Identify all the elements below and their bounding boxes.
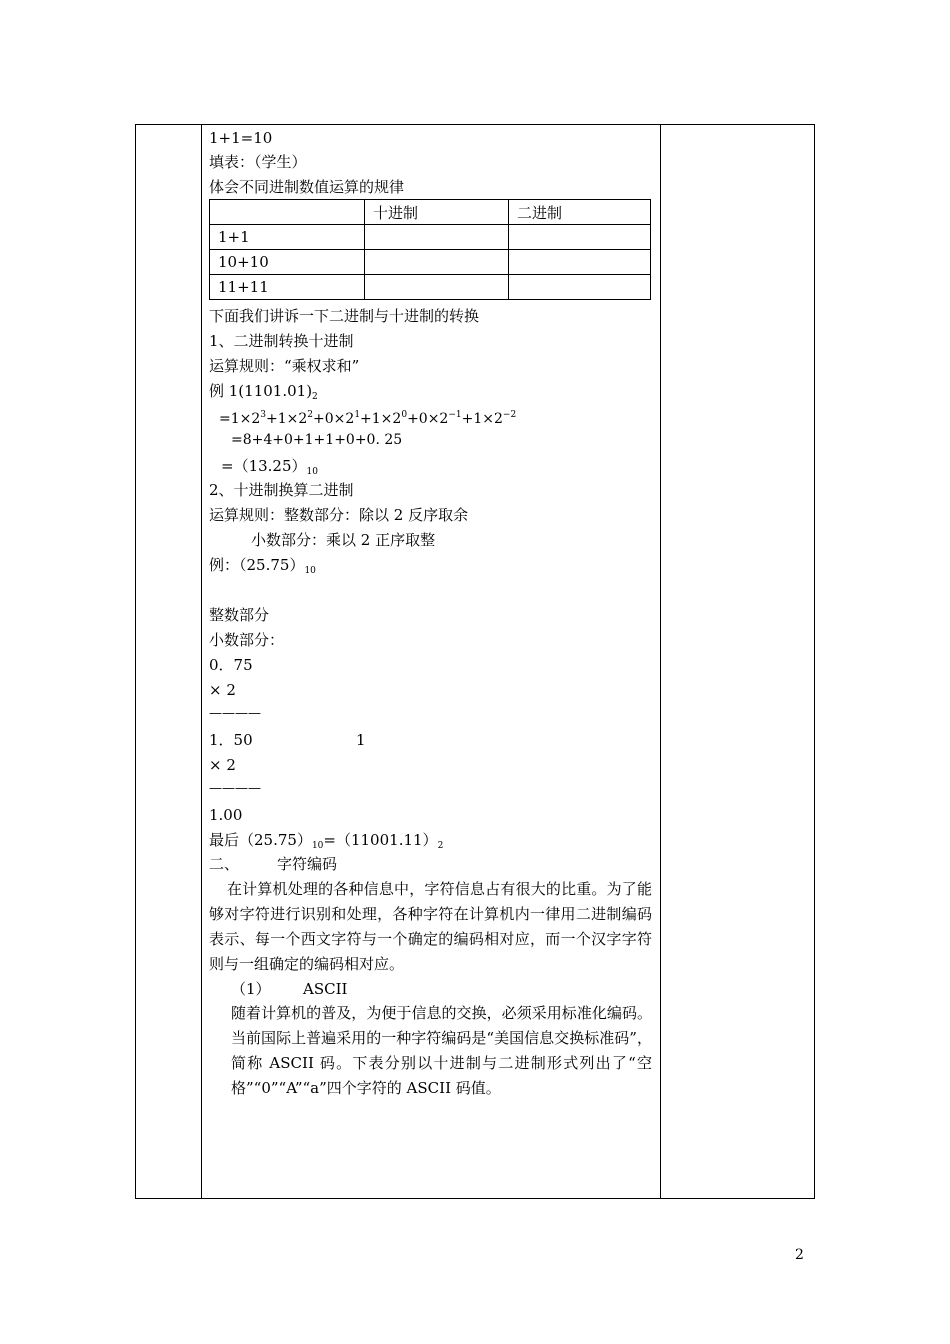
subsection-1-title: ASCII	[303, 980, 348, 998]
final-result: 最后$(25.75)_{10}=(11001.11)_2$	[209, 831, 444, 851]
calc-value-3: 1.00	[209, 806, 243, 824]
paragraph-ascii: 随着计算机的普及，为便于信息的交换，必须采用标准化编码。当前国际上普遍采用的一种字符编码是“美国信息交换标准码”，简称 ASCII 码。下表分别以十进制与二进制形式列出了“空格”“0”“A”“a”四个字符的 ASCII 码值。	[231, 1004, 652, 1097]
table-cell	[509, 225, 651, 250]
table-cell	[365, 225, 509, 250]
line-1plus1: 1+1=10	[209, 129, 273, 147]
column-divider-left	[201, 125, 202, 1198]
label-integer-part: 整数部分	[209, 606, 270, 624]
paragraph-char-encoding: 在计算机处理的各种信息中，字符信息占有很大的比重。为了能够对字符进行识别和处理，各种字符在计算机内一律用二进制编码表示、每一个西文字符与一个确定的编码相对应，而一个汉字字符则与一组确定的编码相对应。	[209, 880, 652, 973]
table-row	[210, 250, 651, 275]
subsection-1-number: （1）	[231, 980, 271, 998]
table-cell: 10+10	[210, 250, 365, 275]
line-experience: 体会不同进制数值运算的规律	[209, 178, 405, 196]
calc-value-1: 0．75	[209, 656, 253, 674]
table-header-cell: 十进制	[365, 200, 509, 225]
section-2-number: 二、	[209, 855, 240, 873]
table-cell: 1+1	[210, 225, 365, 250]
heading-dec-to-bin: 2、十进制换算二进制	[209, 481, 354, 499]
example-1: 例 $1(1101.01)_2$	[209, 382, 318, 402]
table-header-cell	[210, 200, 365, 225]
calc-multiply-2: × 2	[209, 756, 236, 774]
table-cell	[509, 275, 651, 300]
table-row	[210, 275, 651, 300]
table-cell	[365, 250, 509, 275]
line-fill-table: 填表：（学生）	[209, 153, 307, 171]
example-1-result: $=(13.25)_{10}$	[221, 457, 318, 477]
page-number: 2	[795, 1247, 804, 1263]
table-cell: 11+11	[210, 275, 365, 300]
rule-fraction-part: 小数部分：乘以 2 正序取整	[251, 531, 436, 549]
practice-table	[209, 199, 651, 300]
column-divider-right	[660, 125, 661, 1198]
table-cell	[509, 250, 651, 275]
example-1-sum: =8+4+0+1+1+0+0. 25	[231, 432, 403, 448]
calc-digit-1: 1	[356, 731, 366, 749]
calc-divider-1: ————	[209, 706, 261, 721]
calc-multiply-1: × 2	[209, 681, 236, 699]
example-2: 例：$(25.75)_{10}$	[209, 556, 316, 576]
section-2-title: 字符编码	[277, 855, 338, 873]
calc-value-2: 1．50	[209, 731, 253, 749]
label-fraction-part: 小数部分：	[209, 631, 285, 649]
table-cell	[365, 275, 509, 300]
calc-divider-2: ————	[209, 781, 261, 796]
rule-integer-part: 运算规则：整数部分：除以 2 反序取余	[209, 506, 469, 524]
table-header-row	[210, 200, 651, 225]
heading-bin-to-dec: 1、二进制转换十进制	[209, 332, 354, 350]
example-1-expansion: $=1\times 2^3+1\times 2^2+0\times 2^1+1\times 2^0+0\times 2^{-1}+1\times 2^{-2}$	[219, 410, 517, 427]
table-header-cell: 二进制	[509, 200, 651, 225]
table-row	[210, 225, 651, 250]
line-conversion-intro: 下面我们讲诉一下二进制与十进制的转换	[209, 307, 480, 325]
rule-bin-to-dec: 运算规则：“乘权求和”	[209, 357, 360, 375]
